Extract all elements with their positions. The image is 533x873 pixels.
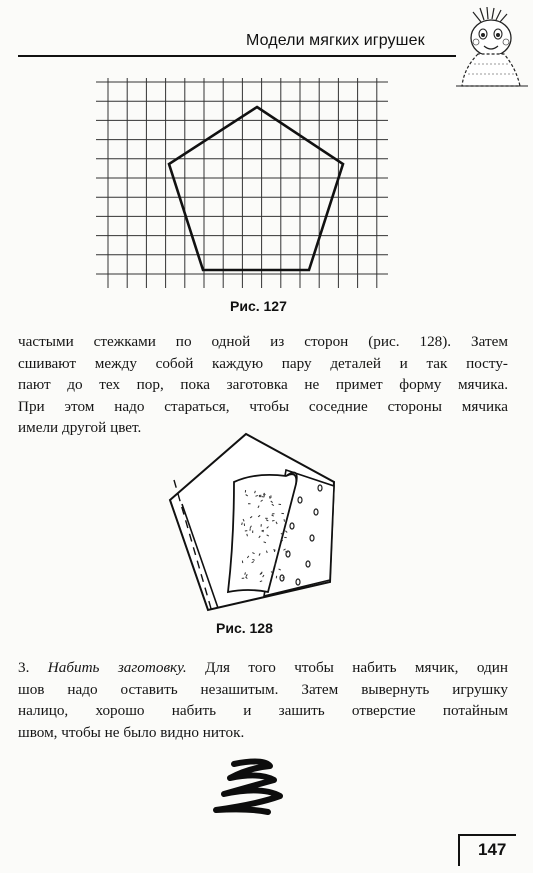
step-number: 3. (18, 659, 48, 676)
text-line: При этом надо стараться, чтобы соседние стороны мячика (18, 397, 508, 415)
figure-128-sewn-pieces (164, 430, 350, 618)
cartoon-doll-head-icon (454, 6, 530, 90)
paragraph-sewing-steps (18, 331, 508, 439)
text-line: частыми стежками по одной из сторон (рис. 128). Затем (18, 333, 508, 350)
text-line: сшивают между собой каждую пару деталей и так посту- (18, 354, 508, 372)
text-line: швом, чтобы не было видно ниток. (18, 723, 245, 741)
page-number: 147 (478, 840, 507, 859)
paragraph-stuffing-step (18, 657, 508, 743)
text-line (18, 657, 508, 679)
figure-127-grid-pentagon (96, 78, 388, 292)
text-fragment: Для того чтобы набить мячик, один (186, 659, 508, 676)
text-line: налицо, хорошо набить и зашить отверстие потайным (18, 702, 508, 720)
figure-128-caption: Рис. 128 (216, 620, 273, 636)
figure-127-caption: Рис. 127 (230, 298, 287, 314)
text-line: имели другой цвет. (18, 419, 142, 437)
text-line: шов надо оставить незашитым. Затем вывернуть игрушку (18, 680, 508, 698)
scribble-ornament-icon (208, 756, 298, 818)
running-header-title: Модели мягких игрушек (246, 32, 425, 49)
text-line: пают до тех пор, пока заготовка не примет форму мячика. (18, 376, 508, 394)
header-rule (18, 55, 456, 57)
step-title: Набить заготовку. (47, 659, 187, 676)
